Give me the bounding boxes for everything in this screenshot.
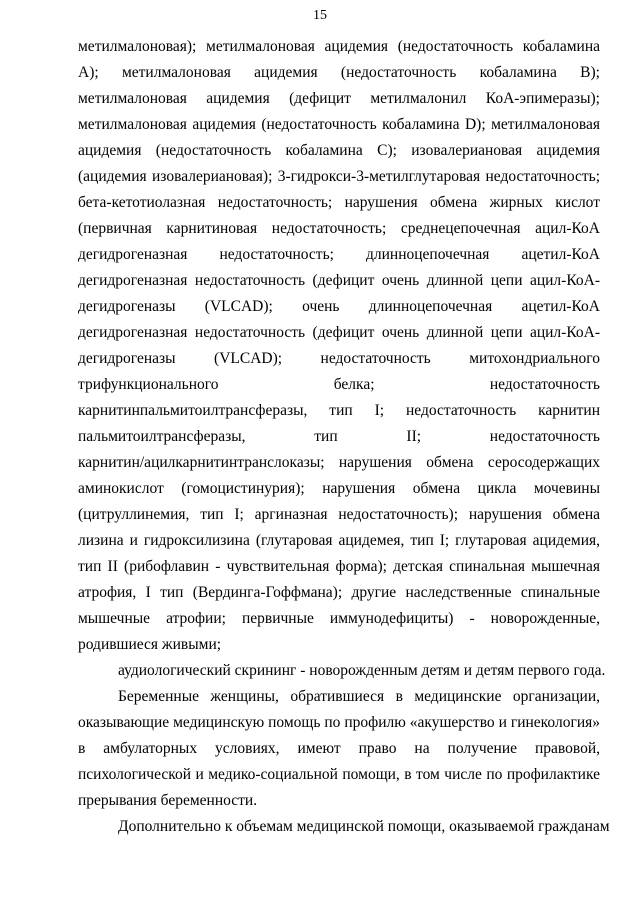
text-line: дегидрогеназная недостаточность (дефицит очень длинной цепи ацил-КоА- (78, 272, 600, 289)
text-line: аудиологический скрининг - новорожденным детям и детям первого года. (118, 662, 606, 679)
text-line: (первичная карнитиновая недостаточность; среднецепочечная ацил-КоА (78, 220, 600, 237)
text-line: мышечные атрофии; первичные иммунодефициты) - новорожденные, (78, 610, 600, 627)
text-line: бета-кетотиолазная недостаточность; нарушения обмена жирных кислот (78, 194, 600, 211)
text-line: пальмитоилтрансферазы, тип II; недостаточность (78, 428, 600, 445)
text-line: прерывания беременности. (78, 792, 258, 809)
text-line: метилмалоновая); метилмалоновая ацидемия (недостаточность кобаламина (78, 38, 600, 55)
text-line: ацидемия (недостаточность кобаламина С); изовалериановая ацидемия (78, 142, 600, 159)
document-body (78, 34, 610, 840)
text-line: атрофия, I тип (Вердинга-Гоффмана); другие наследственные спинальные (78, 584, 600, 601)
text-line: (цитруллинемия, тип I; аргиназная недостаточность); нарушения обмена (78, 506, 600, 523)
text-line: Беременные женщины, обратившиеся в медицинские организации, (118, 688, 600, 705)
text-line: Дополнительно к объемам медицинской помощи, оказываемой гражданам (118, 818, 610, 835)
text-line: дегидрогеназы (VLCAD); очень длинноцепочечная ацетил-КоА (78, 298, 600, 315)
page-number: 15 (313, 8, 327, 23)
text-line: метилмалоновая ацидемия (дефицит метилмалонил КоА-эпимеразы); (78, 90, 600, 107)
text-line: психологической и медико-социальной помощи, в том числе по профилактике (78, 766, 600, 783)
text-line: в амбулаторных условиях, имеют право на получение правовой, (78, 740, 600, 757)
text-line: дегидрогеназная недостаточность; длинноцепочечная ацетил-КоА (78, 246, 600, 263)
text-line: оказывающие медицинскую помощь по профилю «акушерство и гинекология» (78, 714, 600, 731)
text-line: дегидрогеназная недостаточность (дефицит очень длинной цепи ацил-КоА- (78, 324, 600, 341)
text-line: тип II (рибофлавин - чувствительная форма); детская спинальная мышечная (78, 558, 600, 575)
text-line: родившиеся живыми; (78, 636, 222, 653)
text-line: метилмалоновая ацидемия (недостаточность кобаламина D); метилмалоновая (78, 116, 600, 133)
text-line: (ацидемия изовалериановая); 3-гидрокси-3-метилглутаровая недостаточность; (78, 168, 600, 185)
text-line: аминокислот (гомоцистинурия); нарушения обмена цикла мочевины (78, 480, 600, 497)
text-line: трифункционального белка; недостаточность (78, 376, 600, 393)
text-line: А); метилмалоновая ацидемия (недостаточность кобаламина В); (78, 64, 600, 81)
text-line: дегидрогеназы (VLCAD); недостаточность митохондриального (78, 350, 600, 367)
text-line: карнитинпальмитоилтрансферазы, тип I; недостаточность карнитин (78, 402, 600, 419)
text-line: лизина и гидроксилизина (глутаровая ацидемея, тип I; глутаровая ацидемия, (78, 532, 600, 549)
text-line: карнитин/ацилкарнитинтранслоказы; нарушения обмена серосодержащих (78, 454, 600, 471)
